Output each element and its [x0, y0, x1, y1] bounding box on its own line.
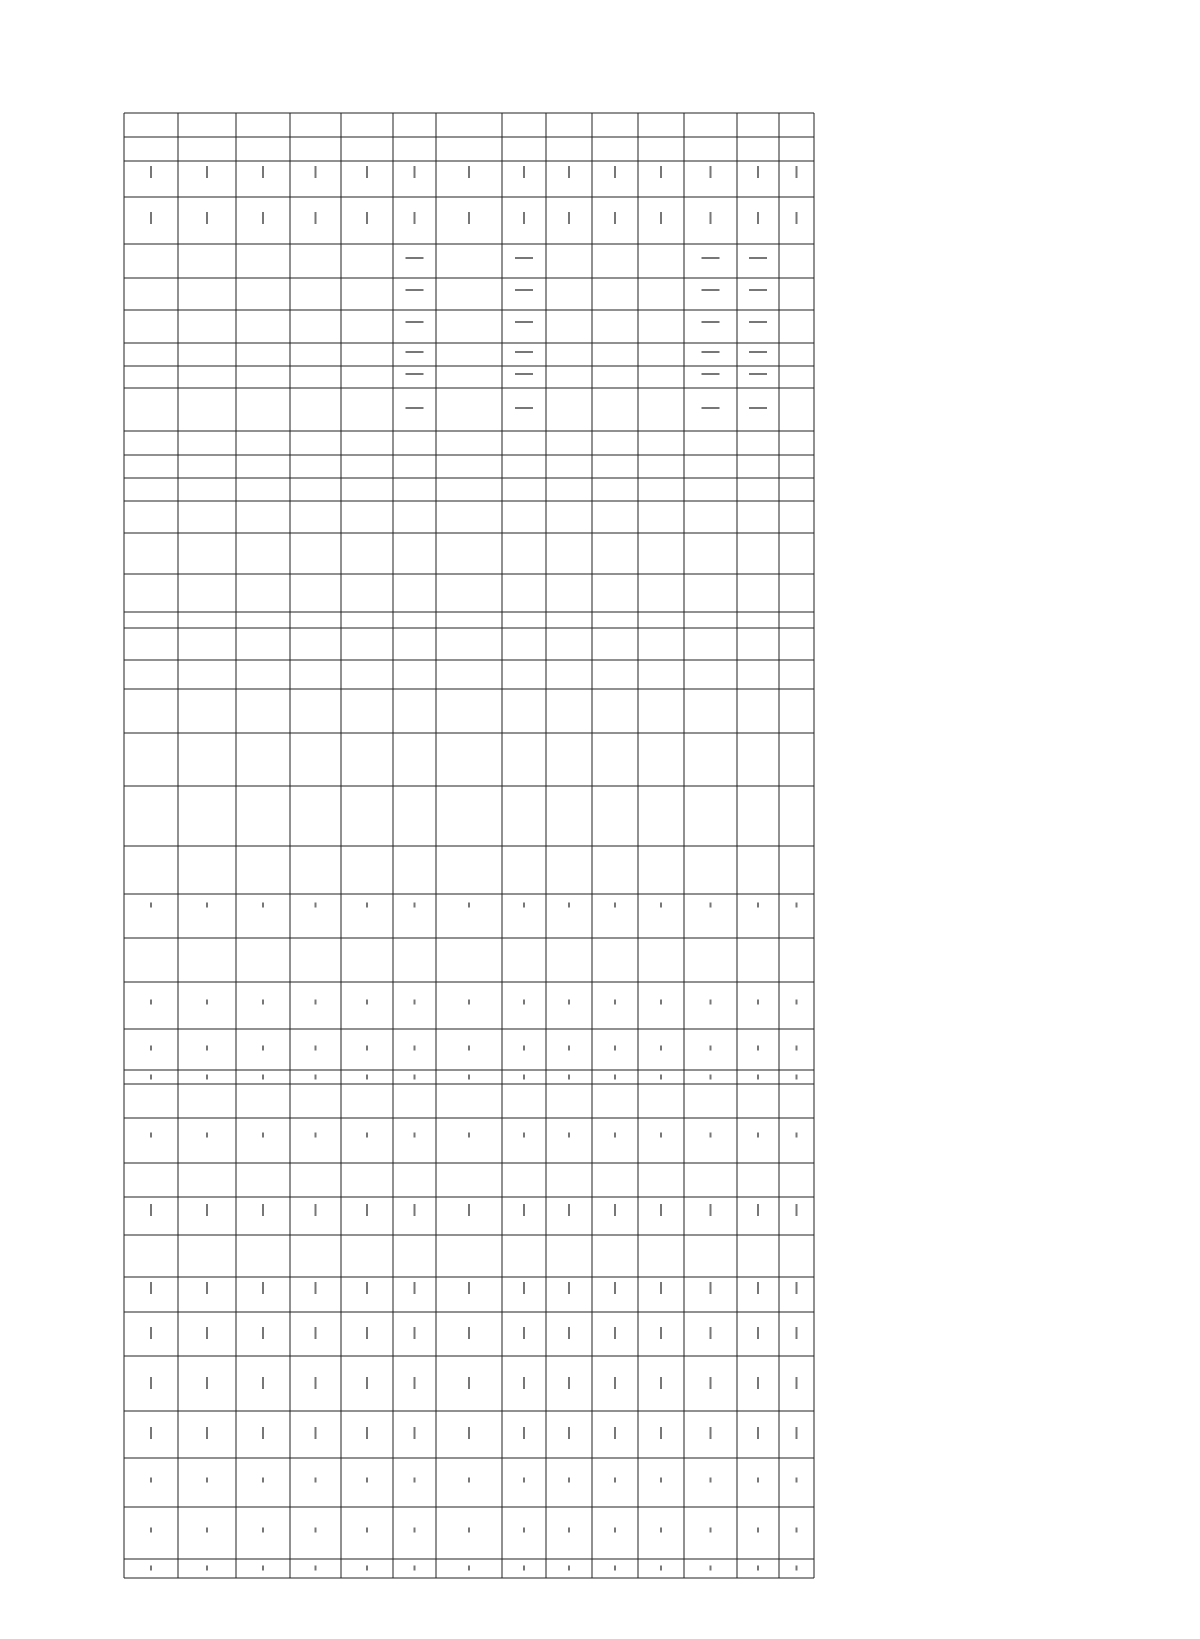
illegible-text-mark: [660, 1075, 662, 1080]
illegible-text-mark: [262, 166, 264, 178]
illegible-text-mark: [150, 1282, 152, 1294]
illegible-text-mark: [757, 212, 759, 224]
illegible-text-mark: [568, 903, 570, 908]
illegible-text-mark: [262, 903, 264, 908]
illegible-text-mark: [796, 1282, 798, 1294]
illegible-text-mark: [315, 1377, 317, 1389]
illegible-text-mark: [523, 1282, 525, 1294]
illegible-text-mark: [660, 166, 662, 178]
illegible-text-mark: [206, 1427, 208, 1439]
illegible-text-mark: [315, 212, 317, 224]
illegible-text-mark: [406, 373, 424, 375]
illegible-text-mark: [206, 1204, 208, 1216]
illegible-text-mark: [523, 212, 525, 224]
illegible-text-mark: [262, 1528, 264, 1533]
illegible-text-mark: [366, 1075, 368, 1080]
illegible-text-mark: [660, 1377, 662, 1389]
illegible-text-mark: [262, 1327, 264, 1339]
illegible-text-mark: [796, 1566, 798, 1571]
illegible-text-mark: [315, 1075, 317, 1080]
illegible-text-mark: [702, 257, 720, 259]
illegible-text-mark: [206, 1377, 208, 1389]
illegible-text-mark: [568, 1282, 570, 1294]
illegible-text-mark: [366, 1377, 368, 1389]
illegible-text-mark: [206, 1133, 208, 1138]
illegible-text-mark: [710, 1566, 712, 1571]
illegible-text-mark: [414, 1528, 416, 1533]
illegible-text-mark: [796, 1204, 798, 1216]
illegible-text-mark: [796, 166, 798, 178]
illegible-text-mark: [660, 1133, 662, 1138]
illegible-text-mark: [262, 1075, 264, 1080]
illegible-text-mark: [757, 1478, 759, 1483]
illegible-text-mark: [414, 1075, 416, 1080]
illegible-text-mark: [660, 1046, 662, 1051]
illegible-text-mark: [614, 1282, 616, 1294]
illegible-text-mark: [757, 903, 759, 908]
illegible-text-mark: [702, 373, 720, 375]
illegible-text-mark: [150, 1478, 152, 1483]
illegible-text-mark: [757, 1377, 759, 1389]
illegible-text-mark: [150, 1377, 152, 1389]
illegible-text-mark: [710, 1046, 712, 1051]
illegible-text-mark: [468, 1377, 470, 1389]
illegible-text-mark: [757, 166, 759, 178]
illegible-text-mark: [660, 1528, 662, 1533]
illegible-text-mark: [315, 1046, 317, 1051]
illegible-text-mark: [757, 1046, 759, 1051]
illegible-text-mark: [710, 1075, 712, 1080]
illegible-text-mark: [206, 1046, 208, 1051]
illegible-text-mark: [757, 1075, 759, 1080]
illegible-text-mark: [366, 212, 368, 224]
illegible-text-mark: [710, 1528, 712, 1533]
illegible-text-mark: [660, 1566, 662, 1571]
illegible-text-mark: [315, 1528, 317, 1533]
illegible-text-mark: [702, 407, 720, 409]
illegible-text-mark: [315, 1427, 317, 1439]
illegible-text-mark: [315, 903, 317, 908]
illegible-text-mark: [523, 1566, 525, 1571]
illegible-text-mark: [796, 1377, 798, 1389]
illegible-text-mark: [614, 1133, 616, 1138]
illegible-text-mark: [414, 1566, 416, 1571]
illegible-text-mark: [468, 1000, 470, 1005]
illegible-text-mark: [315, 1282, 317, 1294]
illegible-text-mark: [710, 1427, 712, 1439]
illegible-text-mark: [206, 1000, 208, 1005]
illegible-text-mark: [660, 903, 662, 908]
illegible-text-mark: [614, 903, 616, 908]
illegible-text-mark: [523, 166, 525, 178]
illegible-text-mark: [568, 1204, 570, 1216]
illegible-text-mark: [523, 1204, 525, 1216]
illegible-text-mark: [468, 1075, 470, 1080]
illegible-text-mark: [614, 166, 616, 178]
illegible-text-mark: [515, 407, 533, 409]
illegible-text-mark: [523, 903, 525, 908]
illegible-text-mark: [468, 1046, 470, 1051]
illegible-text-mark: [757, 1000, 759, 1005]
illegible-text-mark: [206, 1478, 208, 1483]
illegible-text-mark: [796, 1133, 798, 1138]
illegible-text-mark: [414, 1204, 416, 1216]
illegible-text-mark: [366, 1427, 368, 1439]
illegible-text-mark: [150, 1327, 152, 1339]
illegible-text-mark: [523, 1377, 525, 1389]
illegible-text-mark: [523, 1000, 525, 1005]
illegible-text-mark: [150, 1566, 152, 1571]
illegible-text-mark: [710, 1282, 712, 1294]
illegible-text-mark: [749, 407, 767, 409]
illegible-text-mark: [262, 1000, 264, 1005]
illegible-text-mark: [796, 1478, 798, 1483]
illegible-text-mark: [366, 1528, 368, 1533]
illegible-text-mark: [315, 1478, 317, 1483]
illegible-text-mark: [702, 351, 720, 353]
illegible-text-mark: [660, 1427, 662, 1439]
illegible-text-mark: [523, 1427, 525, 1439]
illegible-text-mark: [150, 1133, 152, 1138]
illegible-text-mark: [406, 351, 424, 353]
illegible-text-mark: [614, 1566, 616, 1571]
illegible-text-mark: [660, 1478, 662, 1483]
illegible-text-mark: [366, 1000, 368, 1005]
illegible-text-mark: [796, 1046, 798, 1051]
illegible-text-mark: [414, 1000, 416, 1005]
illegible-text-mark: [206, 903, 208, 908]
illegible-text-mark: [406, 407, 424, 409]
illegible-text-mark: [749, 257, 767, 259]
illegible-text-mark: [262, 1204, 264, 1216]
illegible-text-mark: [568, 1528, 570, 1533]
illegible-text-mark: [468, 1204, 470, 1216]
illegible-text-mark: [414, 1377, 416, 1389]
illegible-text-mark: [468, 1478, 470, 1483]
illegible-text-mark: [468, 166, 470, 178]
illegible-text-mark: [568, 1046, 570, 1051]
illegible-text-mark: [414, 903, 416, 908]
illegible-text-mark: [660, 1282, 662, 1294]
illegible-text-mark: [262, 1478, 264, 1483]
illegible-text-mark: [366, 166, 368, 178]
illegible-text-mark: [614, 1204, 616, 1216]
illegible-text-mark: [660, 1000, 662, 1005]
illegible-text-mark: [702, 289, 720, 291]
illegible-text-mark: [406, 289, 424, 291]
illegible-text-mark: [515, 289, 533, 291]
illegible-text-mark: [262, 1133, 264, 1138]
illegible-text-mark: [568, 1327, 570, 1339]
illegible-text-mark: [414, 1133, 416, 1138]
illegible-text-mark: [468, 1327, 470, 1339]
illegible-text-mark: [366, 1478, 368, 1483]
illegible-text-mark: [568, 1478, 570, 1483]
illegible-text-mark: [414, 1046, 416, 1051]
illegible-text-mark: [523, 1075, 525, 1080]
illegible-text-mark: [796, 1528, 798, 1533]
table-grid: [124, 113, 814, 1578]
illegible-text-mark: [523, 1327, 525, 1339]
illegible-text-mark: [406, 321, 424, 323]
illegible-text-mark: [614, 1427, 616, 1439]
illegible-text-mark: [749, 373, 767, 375]
illegible-text-mark: [315, 1327, 317, 1339]
illegible-text-mark: [568, 1377, 570, 1389]
illegible-text-mark: [150, 212, 152, 224]
illegible-text-mark: [796, 903, 798, 908]
illegible-text-mark: [468, 1427, 470, 1439]
illegible-text-mark: [414, 1327, 416, 1339]
illegible-text-mark: [568, 1000, 570, 1005]
illegible-text-mark: [468, 212, 470, 224]
illegible-text-mark: [614, 1046, 616, 1051]
illegible-text-mark: [710, 1133, 712, 1138]
cell-text-marks: [150, 166, 798, 1571]
illegible-text-mark: [568, 212, 570, 224]
illegible-text-mark: [568, 1075, 570, 1080]
illegible-text-mark: [660, 1204, 662, 1216]
illegible-text-mark: [366, 1046, 368, 1051]
illegible-text-mark: [366, 1282, 368, 1294]
illegible-text-mark: [206, 166, 208, 178]
illegible-text-mark: [468, 1528, 470, 1533]
illegible-text-mark: [150, 903, 152, 908]
illegible-text-mark: [206, 212, 208, 224]
illegible-text-mark: [366, 1204, 368, 1216]
illegible-text-mark: [710, 903, 712, 908]
illegible-text-mark: [262, 1046, 264, 1051]
illegible-text-mark: [660, 212, 662, 224]
illegible-text-mark: [414, 212, 416, 224]
illegible-text-mark: [710, 166, 712, 178]
illegible-text-mark: [414, 1282, 416, 1294]
illegible-text-mark: [614, 1327, 616, 1339]
illegible-text-mark: [150, 1427, 152, 1439]
illegible-text-mark: [468, 1566, 470, 1571]
illegible-text-mark: [515, 257, 533, 259]
illegible-text-mark: [150, 166, 152, 178]
illegible-text-mark: [262, 1566, 264, 1571]
illegible-text-mark: [206, 1327, 208, 1339]
illegible-text-mark: [515, 373, 533, 375]
illegible-text-mark: [414, 1478, 416, 1483]
illegible-text-mark: [796, 1327, 798, 1339]
illegible-text-mark: [315, 1204, 317, 1216]
illegible-text-mark: [468, 903, 470, 908]
illegible-text-mark: [796, 212, 798, 224]
illegible-text-mark: [262, 212, 264, 224]
illegible-text-mark: [568, 166, 570, 178]
illegible-text-mark: [523, 1046, 525, 1051]
illegible-text-mark: [568, 1133, 570, 1138]
illegible-text-mark: [523, 1478, 525, 1483]
illegible-text-mark: [614, 1528, 616, 1533]
illegible-text-mark: [749, 351, 767, 353]
illegible-text-mark: [757, 1327, 759, 1339]
illegible-text-mark: [710, 1377, 712, 1389]
illegible-text-mark: [523, 1133, 525, 1138]
illegible-text-mark: [206, 1282, 208, 1294]
illegible-text-mark: [796, 1075, 798, 1080]
illegible-text-mark: [150, 1528, 152, 1533]
illegible-text-mark: [406, 257, 424, 259]
illegible-text-mark: [206, 1566, 208, 1571]
illegible-text-mark: [414, 1427, 416, 1439]
illegible-text-mark: [568, 1427, 570, 1439]
illegible-text-mark: [710, 1478, 712, 1483]
illegible-text-mark: [515, 351, 533, 353]
illegible-text-mark: [614, 1075, 616, 1080]
illegible-text-mark: [757, 1566, 759, 1571]
illegible-text-mark: [614, 212, 616, 224]
illegible-text-mark: [315, 1000, 317, 1005]
illegible-text-mark: [757, 1282, 759, 1294]
illegible-text-mark: [366, 1566, 368, 1571]
illegible-text-mark: [796, 1427, 798, 1439]
illegible-text-mark: [150, 1204, 152, 1216]
illegible-text-mark: [150, 1000, 152, 1005]
illegible-text-mark: [414, 166, 416, 178]
illegible-text-mark: [614, 1478, 616, 1483]
illegible-text-mark: [710, 1204, 712, 1216]
illegible-text-mark: [366, 903, 368, 908]
illegible-text-mark: [796, 1000, 798, 1005]
illegible-text-mark: [262, 1377, 264, 1389]
illegible-text-mark: [660, 1327, 662, 1339]
illegible-text-mark: [749, 289, 767, 291]
illegible-text-mark: [262, 1427, 264, 1439]
illegible-text-mark: [710, 212, 712, 224]
illegible-text-mark: [315, 166, 317, 178]
illegible-text-mark: [366, 1133, 368, 1138]
illegible-text-mark: [150, 1046, 152, 1051]
illegible-text-mark: [614, 1377, 616, 1389]
illegible-text-mark: [206, 1528, 208, 1533]
illegible-text-mark: [749, 321, 767, 323]
illegible-text-mark: [468, 1133, 470, 1138]
illegible-text-mark: [315, 1566, 317, 1571]
illegible-text-mark: [150, 1075, 152, 1080]
illegible-text-mark: [315, 1133, 317, 1138]
illegible-text-mark: [757, 1427, 759, 1439]
illegible-text-mark: [757, 1204, 759, 1216]
illegible-text-mark: [757, 1133, 759, 1138]
illegible-text-mark: [262, 1282, 264, 1294]
illegible-text-mark: [515, 321, 533, 323]
illegible-text-mark: [710, 1327, 712, 1339]
illegible-text-mark: [366, 1327, 368, 1339]
illegible-text-mark: [523, 1528, 525, 1533]
illegible-text-mark: [468, 1282, 470, 1294]
illegible-text-mark: [757, 1528, 759, 1533]
illegible-text-mark: [702, 321, 720, 323]
illegible-text-mark: [568, 1566, 570, 1571]
illegible-text-mark: [614, 1000, 616, 1005]
illegible-text-mark: [710, 1000, 712, 1005]
illegible-text-mark: [206, 1075, 208, 1080]
